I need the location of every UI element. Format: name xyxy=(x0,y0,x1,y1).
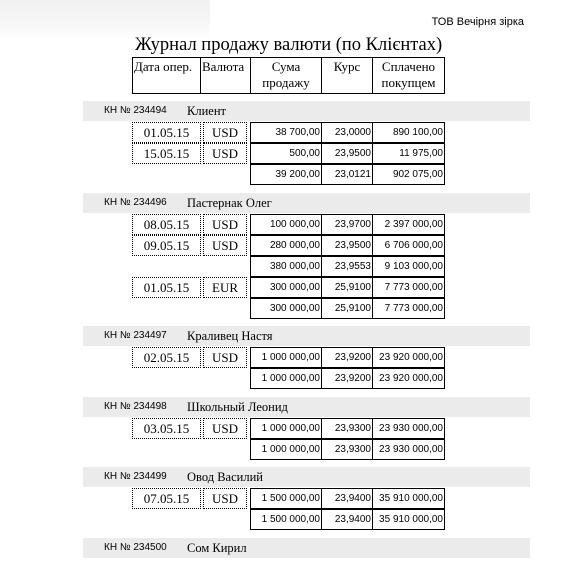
sale-amount: 1 500 000,00 xyxy=(250,488,322,509)
client-name: Краливец Настя xyxy=(187,329,273,343)
column-header-date: Дата опер. xyxy=(132,57,201,94)
subtotal-amount: 1 000 000,00 xyxy=(250,368,322,389)
subtotal-rate: 23,9400 xyxy=(321,509,373,530)
header-shade xyxy=(0,0,210,40)
client-card-number: КН № 234499 xyxy=(104,471,167,482)
exchange-rate: 25,9100 xyxy=(321,277,373,298)
paid-by-buyer: 35 910 000,00 xyxy=(372,488,445,509)
exchange-rate: 23,9300 xyxy=(321,418,373,439)
subtotal-paid: 23 930 000,00 xyxy=(372,439,445,460)
subtotal-amount: 380 000,00 xyxy=(250,256,322,277)
column-header-currency: Валюта xyxy=(200,57,251,94)
subtotal-rate: 23,9300 xyxy=(321,439,373,460)
subtotal-paid: 23 920 000,00 xyxy=(372,368,445,389)
client-card-number: КН № 234500 xyxy=(104,542,167,553)
client-name: Сом Кирил xyxy=(187,541,247,555)
paid-by-buyer: 11 975,00 xyxy=(372,143,445,164)
client-name: Овод Василий xyxy=(187,470,263,484)
subtotal-rate: 23,0121 xyxy=(321,164,373,185)
sale-amount: 500,00 xyxy=(250,143,322,164)
currency-code: USD xyxy=(203,214,247,235)
subtotal-paid: 902 075,00 xyxy=(372,164,445,185)
client-card-number: КН № 234494 xyxy=(104,105,167,116)
subtotal-rate: 25,9100 xyxy=(321,298,373,319)
subtotal-amount: 1 000 000,00 xyxy=(250,439,322,460)
currency-code: USD xyxy=(203,347,247,368)
paid-by-buyer: 2 397 000,00 xyxy=(372,214,445,235)
operation-date: 09.05.15 xyxy=(132,235,201,256)
exchange-rate: 23,9200 xyxy=(321,347,373,368)
client-name: Школьный Леонид xyxy=(187,400,288,414)
paid-by-buyer: 7 773 000,00 xyxy=(372,277,445,298)
subtotal-amount: 1 500 000,00 xyxy=(250,509,322,530)
currency-code: USD xyxy=(203,122,247,143)
subtotal-paid: 7 773 000,00 xyxy=(372,298,445,319)
subtotal-rate: 23,9200 xyxy=(321,368,373,389)
currency-code: USD xyxy=(203,418,247,439)
client-card-number: КН № 234498 xyxy=(104,401,167,412)
column-header-paid: Сплачено покупцем xyxy=(372,57,445,94)
sale-amount: 38 700,00 xyxy=(250,122,322,143)
subtotal-amount: 300 000,00 xyxy=(250,298,322,319)
subtotal-rate: 23,9553 xyxy=(321,256,373,277)
paid-by-buyer: 23 920 000,00 xyxy=(372,347,445,368)
exchange-rate: 23,9500 xyxy=(321,235,373,256)
client-card-number: КН № 234496 xyxy=(104,197,167,208)
sale-amount: 100 000,00 xyxy=(250,214,322,235)
exchange-rate: 23,9700 xyxy=(321,214,373,235)
column-header-rate: Курс xyxy=(321,57,373,94)
currency-code: USD xyxy=(203,235,247,256)
operation-date: 01.05.15 xyxy=(132,277,201,298)
currency-code: EUR xyxy=(203,277,247,298)
column-header-amount: Сума продажу xyxy=(250,57,322,94)
page-title: Журнал продажу валюти (по Клієнтах) xyxy=(135,35,443,55)
sale-amount: 1 000 000,00 xyxy=(250,347,322,368)
sale-amount: 280 000,00 xyxy=(250,235,322,256)
paid-by-buyer: 23 930 000,00 xyxy=(372,418,445,439)
operation-date: 03.05.15 xyxy=(132,418,201,439)
exchange-rate: 23,9400 xyxy=(321,488,373,509)
client-name: Пастернак Олег xyxy=(187,196,272,210)
subtotal-paid: 9 103 000,00 xyxy=(372,256,445,277)
subtotal-paid: 35 910 000,00 xyxy=(372,509,445,530)
currency-code: USD xyxy=(203,143,247,164)
operation-date: 15.05.15 xyxy=(132,143,201,164)
exchange-rate: 23,0000 xyxy=(321,122,373,143)
client-card-number: КН № 234497 xyxy=(104,330,167,341)
operation-date: 08.05.15 xyxy=(132,214,201,235)
client-name: Клиент xyxy=(187,104,226,118)
operation-date: 02.05.15 xyxy=(132,347,201,368)
sale-amount: 1 000 000,00 xyxy=(250,418,322,439)
currency-code: USD xyxy=(203,488,247,509)
exchange-rate: 23,9500 xyxy=(321,143,373,164)
operation-date: 01.05.15 xyxy=(132,122,201,143)
paid-by-buyer: 6 706 000,00 xyxy=(372,235,445,256)
subtotal-amount: 39 200,00 xyxy=(250,164,322,185)
company-name: ТОВ Вечірня зірка xyxy=(431,16,524,28)
sale-amount: 300 000,00 xyxy=(250,277,322,298)
operation-date: 07.05.15 xyxy=(132,488,201,509)
paid-by-buyer: 890 100,00 xyxy=(372,122,445,143)
